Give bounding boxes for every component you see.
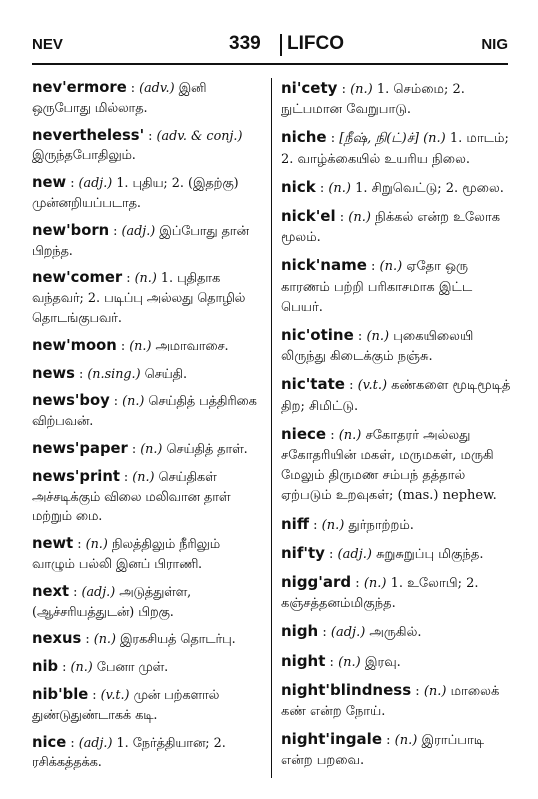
definition: இரவு. — [360, 654, 401, 670]
part-of-speech: (n.) — [348, 210, 371, 226]
headword: nick'el — [281, 207, 336, 226]
definition: 1. நேர்த்தியான; 2. ரசிக்கத்தக்க. — [32, 735, 226, 771]
headword: nevertheless' — [32, 126, 145, 144]
definition: நிலத்திலும் நீரிலும் வாழும் பல்லி இனப் பிராணி. — [32, 537, 220, 572]
headword: newt — [32, 535, 74, 553]
definition: ஏதோ ஒரு காரணம் பற்றி பரிகாசமாக இட்ட பெயர். — [281, 259, 473, 315]
part-of-speech: (n.) — [140, 441, 163, 457]
headword: nigh — [281, 622, 319, 641]
definition: சுறுசுறுப்பு மிகுந்த. — [371, 546, 484, 562]
dictionary-entry: night'blindness : (n.) மாலைக் கண் என்ற நோய். — [281, 680, 500, 720]
right-column — [281, 78, 511, 779]
headword: niche — [281, 128, 327, 147]
dictionary-entry: nigh : (adj.) அருகில். — [281, 622, 422, 641]
headword: night'ingale — [281, 730, 382, 749]
dictionary-entry: niff : (n.) துர்நாற்றம். — [281, 514, 414, 533]
headword: nick'name — [281, 256, 367, 275]
dictionary-entry: nick'el : (n.) நிக்கல் என்ற உலோக மூலம். — [281, 207, 501, 246]
header-rule — [32, 63, 508, 65]
headword: night — [281, 651, 326, 670]
definition: புகையிலையி லிருந்து கிடைக்கும் நஞ்சு. — [281, 329, 474, 365]
dictionary-entry: nick'name : (n.) ஏதோ ஒரு காரணம் பற்றி பரிகாசமாக இட்ட பெயர். — [281, 256, 473, 315]
definition: 1. செம்மை; 2. நுட்பமான வேறுபாடு. — [281, 82, 465, 118]
part-of-speech: (adv. & conj.) — [156, 128, 243, 144]
definition: அடுத்துள்ள, (ஆச்சரியத்துடன்) பிறகு. — [32, 584, 192, 620]
dictionary-entry: nev'ermore : (adv.) இனி ஒருபோது மில்லாத. — [32, 79, 207, 116]
dictionary-entry: nevertheless' : (adv. & conj.) இருந்தபோதிலும். — [32, 126, 243, 164]
part-of-speech: (n.) — [129, 338, 152, 354]
dictionary-entry: nib'ble : (v.t.) முன் பற்களால் துண்டுதுண்டாகக் கடி. — [32, 685, 220, 723]
dictionary-entry: next : (adj.) அடுத்துள்ள, (ஆச்சரியத்துடன்) பிறகு. — [32, 582, 192, 620]
dictionary-entry: niche : [நீஷ், நி(ட்)ச்] (n.) 1. மாடம்; 2. வாழ்க்கையில் உயரிய நிலை. — [281, 128, 509, 167]
part-of-speech: (n.) — [350, 82, 373, 97]
headword: nib'ble — [32, 685, 89, 703]
definition: அருகில். — [365, 625, 422, 641]
part-of-speech: (n.) — [338, 654, 361, 670]
dictionary-entry: ni'cety : (n.) 1. செம்மை; 2. நுட்பமான வேறுபாடு. — [281, 79, 465, 118]
part-of-speech: (adj.) — [81, 584, 116, 600]
headword: night'blindness — [281, 680, 412, 699]
part-of-speech: (adj.) — [78, 176, 113, 192]
definition: செய்தி. — [140, 366, 188, 382]
headword: news — [32, 364, 75, 382]
definition: சகோதரர் அல்லது சகோதரியின் மகள், மருமகள், மருகி மேலும் திருமண சம்பந் தத்தால் ஏற்படும் உறவுகள்; (mas.) nephew. — [281, 427, 497, 504]
definition: செய்திகள் அச்சடிக்கும் விலை மலிவான தாள் மற்றும் மை. — [32, 469, 231, 525]
dictionary-entry: nic'otine : (n.) புகையிலையி லிருந்து கிடைக்கும் நஞ்சு. — [281, 326, 474, 365]
headword: nif'ty — [281, 543, 325, 562]
dictionary-entry: newt : (n.) நிலத்திலும் நீரிலும் வாழும் பல்லி இனப் பிராணி. — [32, 535, 220, 572]
headword: new'born — [32, 221, 110, 239]
headword: nice — [32, 733, 67, 751]
definition: 1. புதிதாக வந்தவர்; 2. படிப்பு அல்லது தொழில் தொடங்குபவர். — [32, 271, 246, 326]
dictionary-entry: new : (adj.) 1. புதிய; 2. (இதற்கு) முன்னறியப்படாத. — [32, 174, 239, 211]
headword: ni'cety — [281, 79, 338, 97]
definition: மாலைக் கண் என்ற நோய். — [281, 683, 500, 720]
part-of-speech: (n.) — [423, 683, 447, 699]
part-of-speech: (adj.) — [121, 223, 156, 239]
headword: nick — [281, 177, 316, 196]
left-guide-word: NEV — [32, 36, 63, 53]
definition: இராப்பாடி என்ற பறவை. — [281, 733, 485, 769]
part-of-speech: (n.) — [363, 576, 387, 592]
definition: 1. மாடம்; 2. வாழ்க்கையில் உயரிய நிலை. — [281, 131, 509, 167]
part-of-speech: (n.) — [132, 469, 155, 485]
headword: nic'otine — [281, 326, 354, 345]
part-of-speech: [நீஷ், நி(ட்)ச்] (n.) — [339, 131, 446, 147]
dictionary-entry: nif'ty : (adj.) சுறுசுறுப்பு மிகுந்த. — [281, 543, 484, 562]
page-number: 339 — [229, 33, 261, 54]
dictionary-entry: new'comer : (n.) 1. புதிதாக வந்தவர்; 2. படிப்பு அல்லது தொழில் தொடங்குபவர். — [32, 269, 246, 326]
header-separator — [280, 34, 282, 56]
part-of-speech: (n.) — [338, 427, 362, 443]
definition: முன் பற்களால் துண்டுதுண்டாகக் கடி. — [32, 687, 220, 723]
publisher-title: LIFCO — [287, 33, 344, 54]
part-of-speech: (v.t.) — [100, 687, 130, 703]
part-of-speech: (n.) — [134, 271, 157, 287]
part-of-speech: (n.) — [122, 394, 145, 410]
part-of-speech: (adj.) — [78, 735, 113, 751]
right-guide-word: NIG — [481, 36, 508, 53]
definition: செய்தித் பத்திரிகை விற்பவன். — [32, 394, 257, 430]
dictionary-entry: night'ingale : (n.) இராப்பாடி என்ற பறவை. — [281, 730, 485, 769]
part-of-speech: (adj.) — [337, 546, 372, 562]
headword: nexus — [32, 630, 82, 648]
part-of-speech: (n.) — [321, 517, 345, 533]
definition: இருந்தபோதிலும். — [32, 148, 136, 164]
dictionary-entry: nigg'ard : (n.) 1. உலோபி; 2. கஞ்சத்தனம்மிகுந்த. — [281, 573, 479, 612]
definition: 1. உலோபி; 2. கஞ்சத்தனம்மிகுந்த. — [281, 576, 479, 612]
column-divider — [271, 78, 272, 778]
definition: அமாவாசை. — [151, 338, 229, 354]
headword: new'moon — [32, 336, 117, 354]
part-of-speech: (n.sing.) — [87, 366, 141, 382]
definition: 1. சிறுவெட்டு; 2. மூலை. — [351, 180, 504, 196]
headword: niff — [281, 514, 309, 533]
headword: niece — [281, 424, 327, 443]
dictionary-entry: nib : (n.) பேனா முள். — [32, 658, 169, 676]
part-of-speech: (n.) — [366, 329, 390, 345]
part-of-speech: (n.) — [379, 259, 403, 275]
headword: nib — [32, 658, 59, 676]
dictionary-entry: new'born : (adj.) இப்போது தான் பிறந்த. — [32, 221, 249, 259]
definition: துர்நாற்றம். — [344, 517, 414, 533]
headword: news'boy — [32, 392, 110, 410]
dictionary-entry: news : (n.sing.) செய்தி. — [32, 364, 188, 382]
headword: new'comer — [32, 269, 123, 287]
headword: news'print — [32, 467, 120, 485]
dictionary-entry: nice : (adj.) 1. நேர்த்தியான; 2. ரசிக்கத்தக்க. — [32, 733, 226, 771]
dictionary-entry: news'paper : (n.) செய்தித் தாள். — [32, 439, 248, 457]
part-of-speech: (adv.) — [139, 81, 175, 96]
left-column — [32, 78, 266, 780]
dictionary-entry: news'print : (n.) செய்திகள் அச்சடிக்கும் விலை மலிவான தாள் மற்றும் மை. — [32, 467, 231, 525]
headword: nigg'ard — [281, 573, 352, 592]
definition: 1. புதிய; 2. (இதற்கு) முன்னறியப்படாத. — [32, 176, 239, 211]
definition: கண்களை மூடிமூடித் திற; சிமிட்டு. — [281, 378, 511, 414]
dictionary-entry: nexus : (n.) இரகசியத் தொடர்பு. — [32, 630, 236, 648]
headword: new — [32, 174, 67, 192]
definition: பேனா முள். — [92, 660, 169, 676]
definition: இரகசியத் தொடர்பு. — [115, 632, 236, 648]
definition: நிக்கல் என்ற உலோக மூலம். — [281, 210, 501, 246]
definition: செய்தித் தாள். — [162, 441, 248, 457]
headword: nic'tate — [281, 375, 345, 394]
dictionary-entry: nic'tate : (v.t.) கண்களை மூடிமூடித் திற; சிமிட்டு. — [281, 375, 511, 414]
part-of-speech: (n.) — [328, 180, 351, 196]
part-of-speech: (n.) — [70, 660, 93, 676]
headword: nev'ermore — [32, 79, 127, 96]
page-header — [0, 0, 538, 60]
headword: news'paper — [32, 439, 128, 457]
part-of-speech: (n.) — [93, 632, 116, 648]
dictionary-entry: nick : (n.) 1. சிறுவெட்டு; 2. மூலை. — [281, 177, 504, 196]
part-of-speech: (adj.) — [330, 625, 366, 641]
headword: next — [32, 582, 70, 600]
dictionary-entry: niece : (n.) சகோதரர் அல்லது சகோதரியின் மகள், மருமகள், மருகி மேலும் திருமண சம்பந் தத்தால் ஏற்படும் உறவுகள்; (mas.) nephew. — [281, 424, 497, 504]
definition: இனி ஒருபோது மில்லாத. — [32, 81, 207, 116]
definition: இப்போது தான் பிறந்த. — [32, 223, 249, 259]
part-of-speech: (n.) — [85, 537, 108, 553]
part-of-speech: (v.t.) — [357, 378, 388, 394]
dictionary-entry: night : (n.) இரவு. — [281, 651, 401, 670]
dictionary-entry: news'boy : (n.) செய்தித் பத்திரிகை விற்பவன். — [32, 392, 257, 430]
dictionary-entry: new'moon : (n.) அமாவாசை. — [32, 336, 229, 354]
part-of-speech: (n.) — [394, 733, 418, 749]
